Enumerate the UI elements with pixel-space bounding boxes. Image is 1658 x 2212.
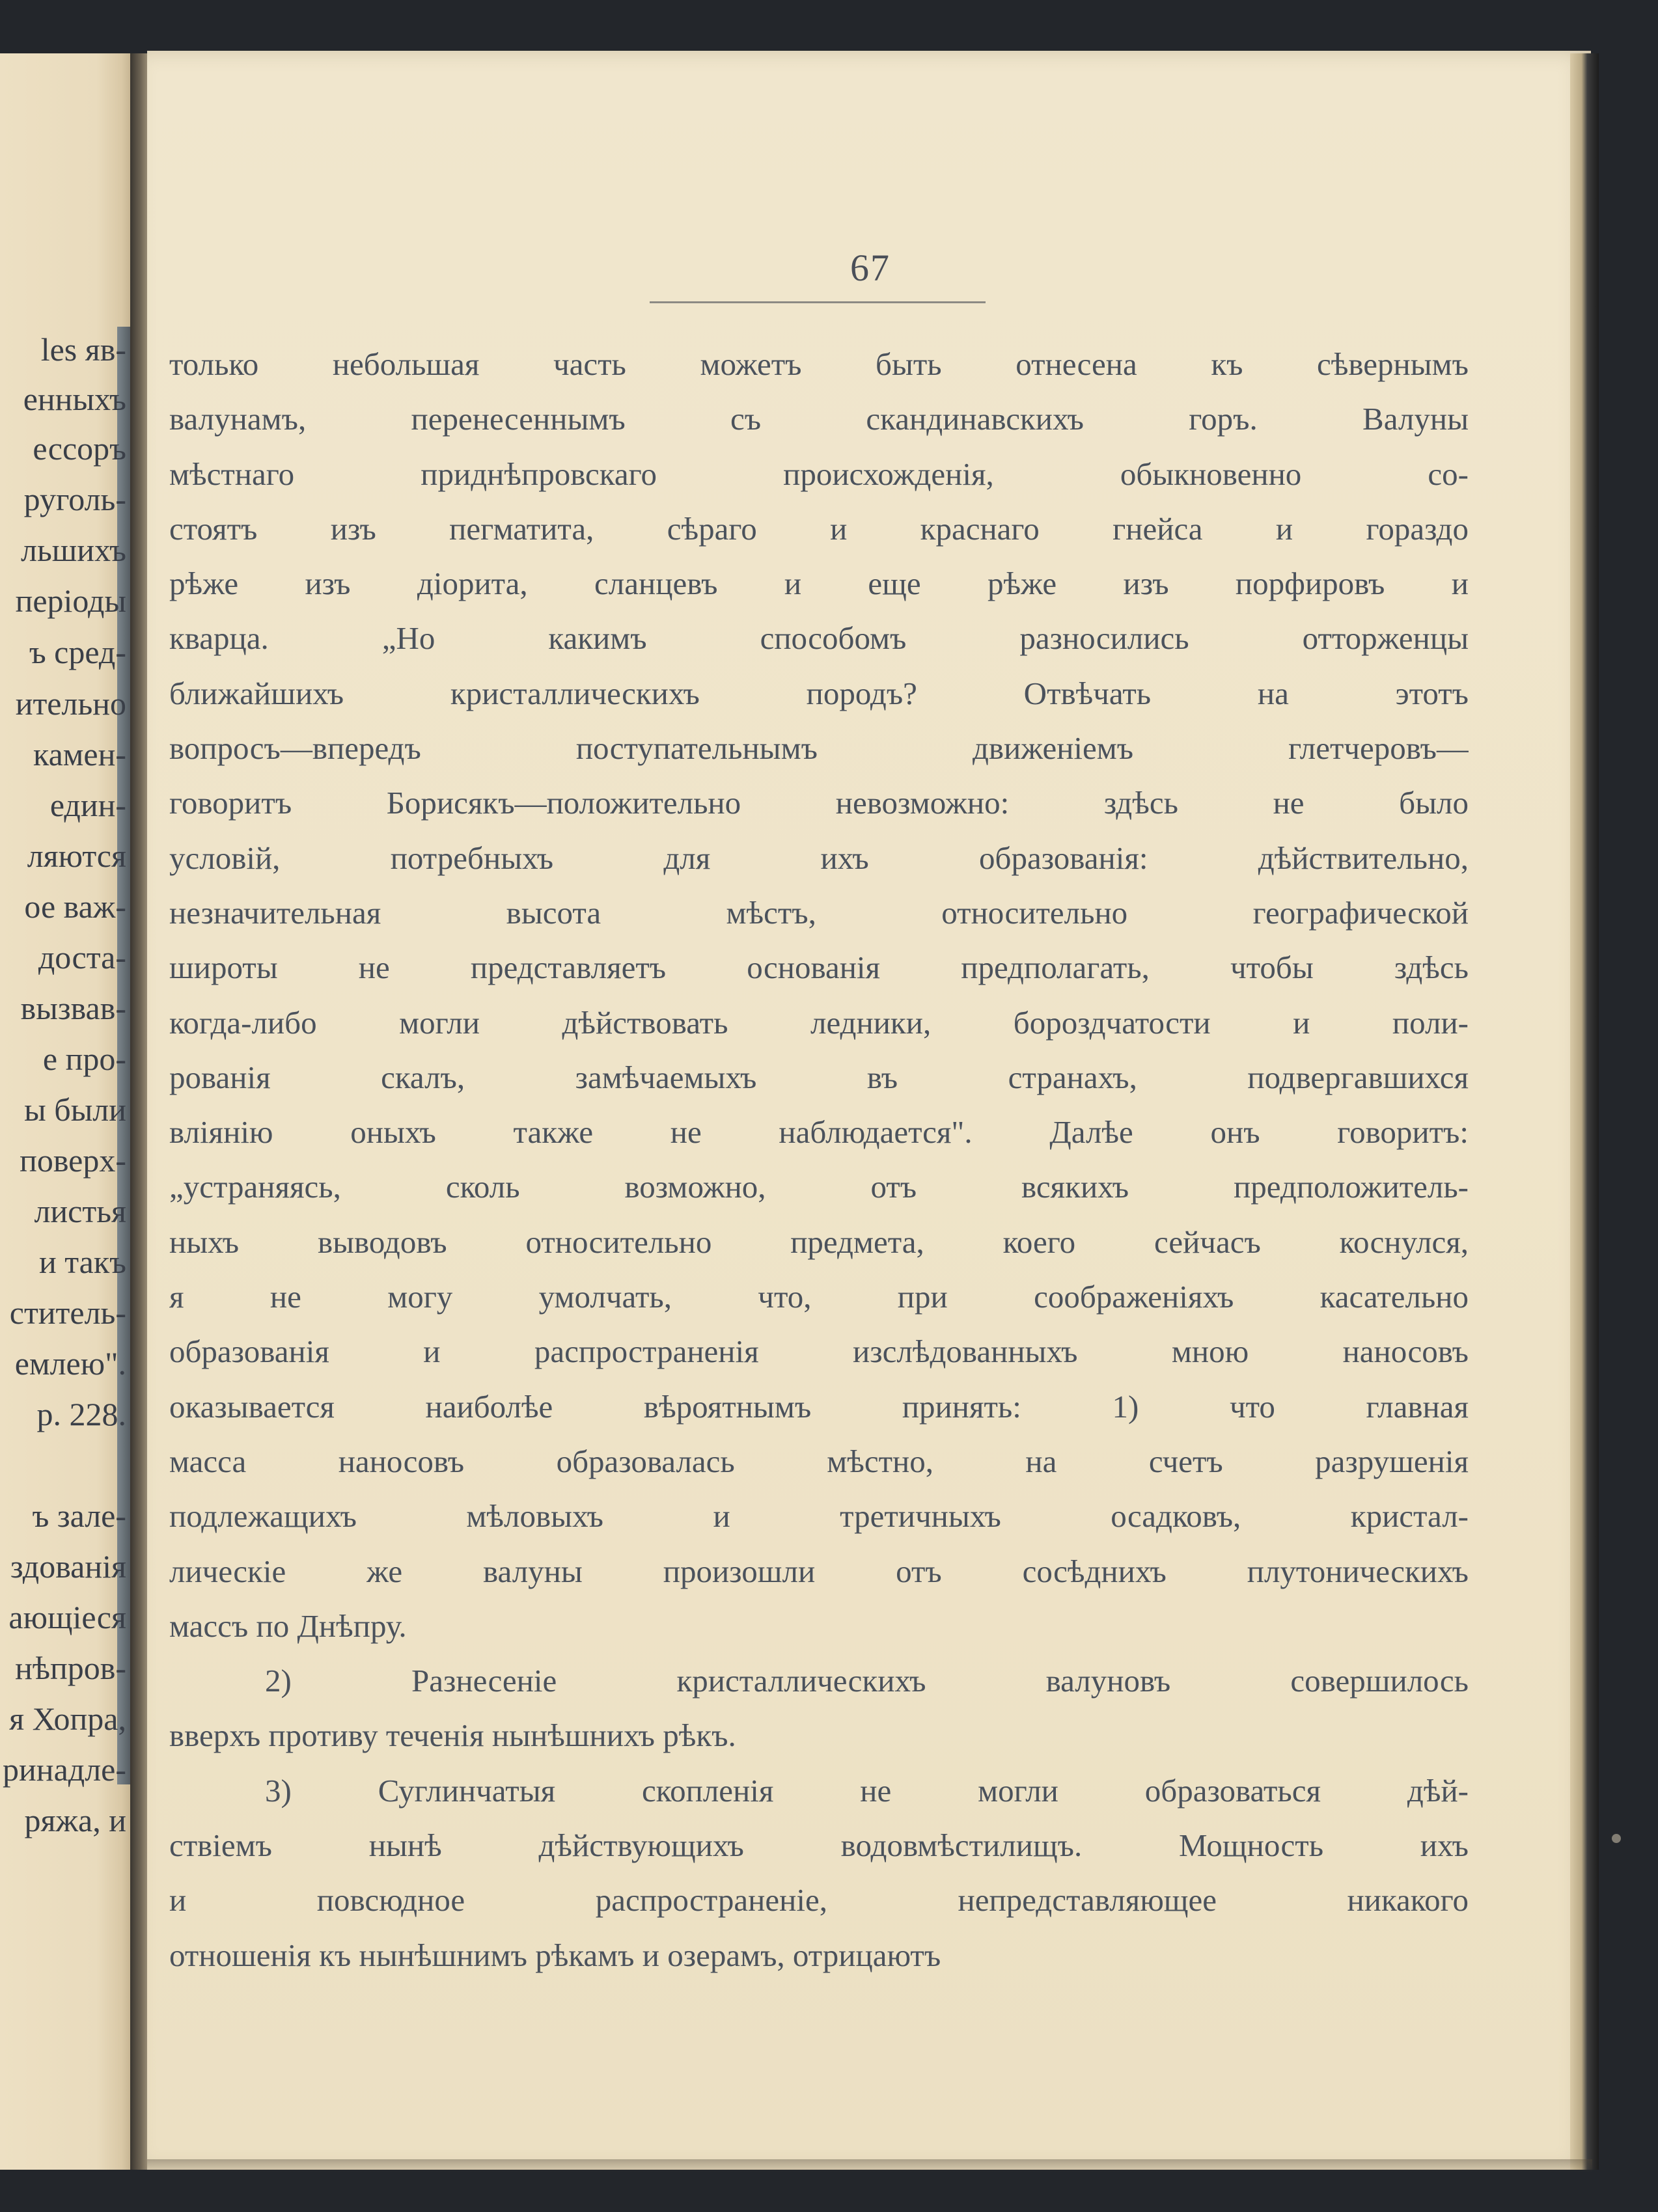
text-line: и повсюдное распространеніе, непредставляющее никакого (169, 1882, 1469, 1918)
previous-page-line: ститель- (9, 1294, 126, 1331)
previous-page-line: ринадле- (3, 1751, 126, 1788)
text-line: образованія и распространенія изслѣдованныхъ мною наносовъ (169, 1333, 1469, 1370)
text-line: когда-либо могли дѣйствовать ледники, бороздчатости и поли- (169, 1004, 1469, 1041)
previous-page-line: листья (34, 1193, 126, 1229)
previous-page-line: les яв- (40, 331, 126, 368)
text-line: говоритъ Борисякъ—положительно невозможно: здѣсь не было (169, 785, 1469, 821)
page-number-rule (650, 301, 986, 303)
text-line: вліянію оныхъ также не наблюдается". Далѣе онъ говоритъ: (169, 1114, 1469, 1151)
page-bottom-shadow (147, 2159, 1592, 2172)
previous-page-line: е про- (42, 1041, 126, 1077)
previous-page-line: здованія (10, 1548, 126, 1585)
text-line: валунамъ, перенесеннымъ съ скандинавскихъ горъ. Валуны (169, 401, 1469, 437)
previous-page-line: камен- (33, 736, 126, 772)
text-line: 2) Разнесеніе кристаллическихъ валуновъ совершилось (265, 1663, 1469, 1699)
page-fore-edge (1570, 53, 1599, 2170)
page-number: 67 (850, 247, 891, 289)
previous-page-line: поверх- (20, 1142, 126, 1179)
previous-page-sliver (0, 53, 138, 2170)
previous-page-line: ляются (27, 838, 126, 874)
text-line: мѣстнаго приднѣпровскаго происхожденія, обыкновенно со- (169, 456, 1469, 492)
previous-page-line: ессоръ (33, 430, 126, 467)
previous-page-line: ы были (24, 1091, 126, 1128)
text-line: ближайшихъ кристаллическихъ породъ? Отвѣчать на этотъ (169, 675, 1469, 711)
text-line: широты не представляетъ основанія предполагать, чтобы здѣсь (169, 949, 1469, 986)
text-line: рованія скалъ, замѣчаемыхъ въ странахъ, подвергавшихся (169, 1059, 1469, 1095)
text-line: 3) Суглинчатыя скопленія не могли образоваться дѣй- (265, 1772, 1469, 1809)
text-line: ствіемъ нынѣ дѣйствующихъ водовмѣстилищъ. Мощность ихъ (169, 1827, 1469, 1864)
previous-page-line: емлею". (14, 1345, 126, 1382)
text-line: кварца. „Но какимъ способомъ разносились отторженцы (169, 620, 1469, 657)
previous-page-line: ряжа, и (24, 1802, 126, 1838)
text-line: массъ по Днѣпру. (169, 1607, 407, 1644)
dust-speck (1612, 1834, 1621, 1843)
text-line: подлежащихъ мѣловыхъ и третичныхъ осадковъ, кристал- (169, 1498, 1469, 1535)
previous-page-line: и такъ (38, 1244, 126, 1280)
text-line: оказывается наиболѣе вѣроятнымъ принять: 1) что главная (169, 1388, 1469, 1425)
text-line: стоятъ изъ пегматита, сѣраго и краснаго гнейса и гораздо (169, 510, 1469, 547)
previous-page-line: ающіеся (8, 1599, 126, 1635)
previous-page-line: ъ зале- (32, 1497, 126, 1534)
previous-page-line: енныхъ (23, 381, 126, 417)
page-body-text (169, 337, 1469, 1983)
previous-page-line: доста- (38, 939, 126, 976)
text-line: лическіе же валуны произошли отъ сосѣднихъ плутоническихъ (169, 1553, 1469, 1589)
text-line: вверхъ противу теченія нынѣшнихъ рѣкъ. (169, 1717, 736, 1754)
previous-page-line: ое важ- (24, 888, 126, 925)
text-line: вопросъ—впередъ поступательнымъ движеніемъ глетчеровъ— (169, 730, 1469, 767)
text-line: рѣже изъ діорита, сланцевъ и еще рѣже изъ порфировъ и (169, 566, 1469, 602)
previous-page-line: р. 228. (36, 1396, 126, 1432)
text-line: незначительная высота мѣстъ, относительно географической (169, 894, 1469, 931)
previous-page-line: я Хопра, (9, 1700, 126, 1737)
text-line: ныхъ выводовъ относительно предмета, коего сейчасъ коснулся, (169, 1223, 1469, 1260)
text-line: только небольшая часть можетъ быть отнесена къ сѣвернымъ (169, 346, 1469, 382)
text-line: условій, потребныхъ для ихъ образованія: дѣйствительно, (169, 840, 1469, 876)
previous-page-line: руголь- (23, 481, 126, 517)
text-line: я не могу умолчать, что, при соображеніяхъ касательно (169, 1279, 1469, 1315)
previous-page-line: един- (49, 787, 126, 823)
previous-page-line: вызвав- (20, 990, 126, 1026)
text-line: „устраняясь, сколь возможно, отъ всякихъ предположитель- (169, 1169, 1469, 1205)
previous-page-line: ительно (15, 685, 126, 722)
previous-page-line: ъ сред- (29, 634, 126, 670)
previous-page-line: періоды (15, 582, 126, 619)
previous-page-line: нѣпров- (15, 1650, 126, 1686)
previous-page-line: льшихъ (21, 532, 126, 568)
book-page (147, 51, 1591, 2170)
text-line: масса наносовъ образовалась мѣстно, на счетъ разрушенія (169, 1443, 1469, 1479)
text-line: отношенія къ нынѣшнимъ рѣкамъ и озерамъ, отрицаютъ (169, 1937, 941, 1973)
